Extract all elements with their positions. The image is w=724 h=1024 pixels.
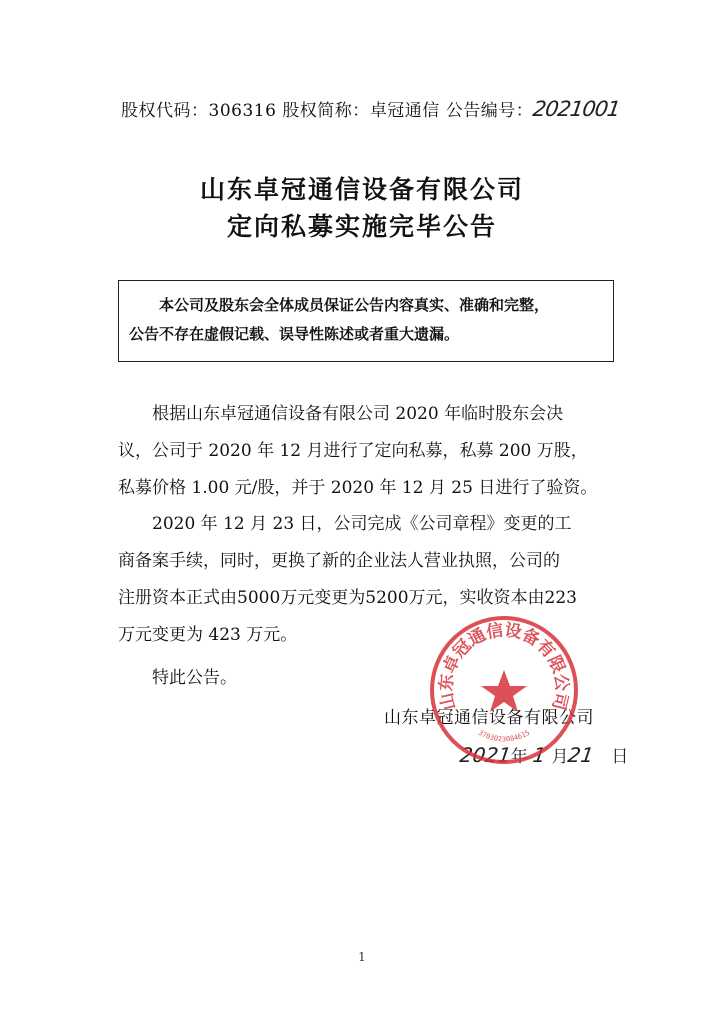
stock-info-line [121,96,620,121]
closing-line: 特此公告。 [152,668,237,688]
stock-name-label: 股权简称： [282,101,370,121]
disclaimer-line2: 公告不存在虚假记载、误导性陈述或者重大遗漏。 [129,325,460,343]
paragraph-line: 商备案手续，同时，更换了新的企业法人营业执照，公司的 [118,551,560,571]
date-year: 2021 [458,743,513,767]
date-month: 1 [531,743,548,767]
body-paragraph-1 [118,396,618,507]
paragraph-line: 注册资本正式由5000万元变更为5200万元，实收资本由223 [118,588,577,608]
notice-number: 2021001 [531,97,622,121]
signature-company: 山东卓冠通信设备有限公司 [384,708,594,728]
paragraph-line: 2020 年 12 月 23 日，公司完成《公司章程》变更的工 [152,514,572,534]
date-day-unit: 日 [611,747,629,767]
paragraph-line: 根据山东卓冠通信设备有限公司 2020 年临时股东会决 [152,404,564,424]
paragraph-line: 议，公司于 2020 年 12 月进行了定向私募，私募 200 万股， [118,441,588,461]
company-seal [426,612,582,768]
seal-code: 3703023084615 [476,728,532,744]
stock-code-label: 股权代码： [121,101,209,121]
disclaimer-line1: 本公司及股东会全体成员保证公告内容真实、准确和完整， [159,296,550,314]
page-number: 1 [358,950,366,964]
seal-text: 山东卓冠通信设备有限公司 [436,620,572,712]
date-year-unit: 年 [510,747,528,767]
document-title-line2: 定向私募实施完毕公告 [226,212,497,241]
disclaimer-box [118,280,614,362]
paragraph-line: 万元变更为 423 万元。 [118,625,298,645]
stock-name: 卓冠通信 [369,101,440,121]
date-month-unit: 月 [551,747,569,767]
seal-star-icon [481,670,527,712]
stock-code: 306316 [208,101,277,121]
notice-number-label: 公告编号： [445,101,534,121]
date-day: 21 [566,743,596,767]
paragraph-line: 私募价格 1.00 元/股，并于 2020 年 12 月 25 日进行了验资。 [118,478,598,498]
document-title-line1: 山东卓冠通信设备有限公司 [199,175,524,204]
